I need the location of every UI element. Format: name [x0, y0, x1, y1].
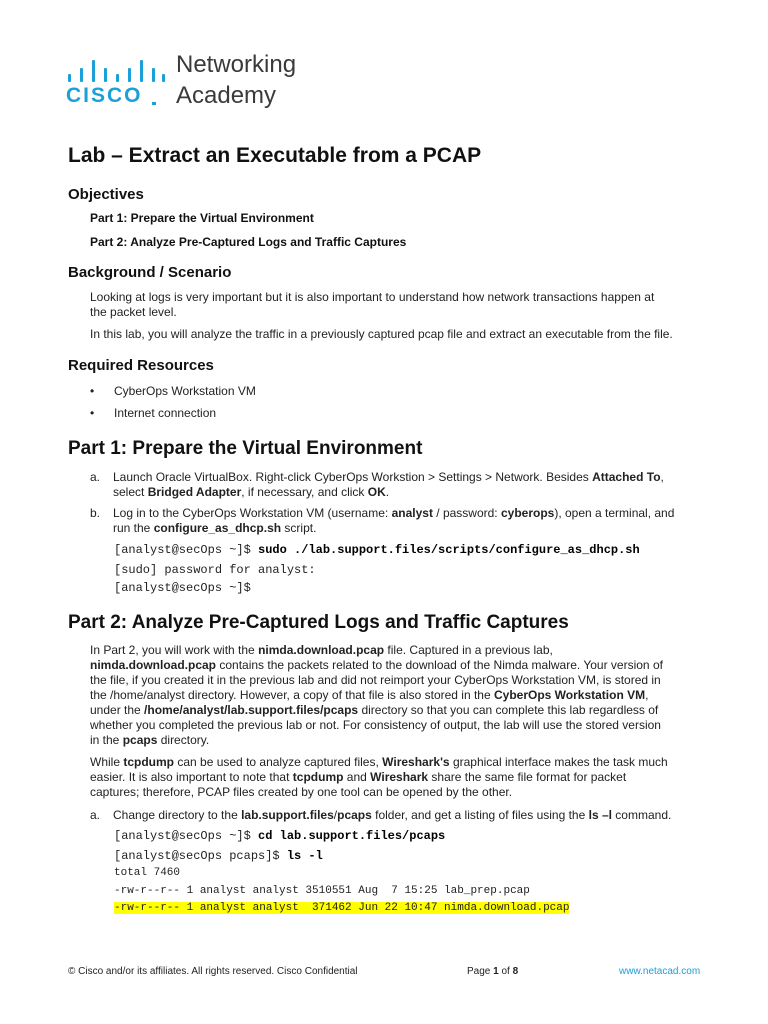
- step-marker: b.: [90, 506, 101, 520]
- resource-label: Internet connection: [114, 406, 217, 420]
- paragraph-line: the packet level.: [90, 305, 177, 319]
- footer-page-number: Page 1 of 8: [467, 966, 519, 977]
- part2-code-output-highlighted: -rw-r--r-- 1 analyst analyst 371462 Jun 22 10:47 nimda.download.pcap: [114, 902, 570, 914]
- step-text: Change directory to the lab.support.files/pcaps folder, and get a listing of files using the ls –l command.: [113, 808, 672, 822]
- resource-label: CyberOps Workstation VM: [114, 384, 256, 398]
- footer-site-link[interactable]: www.netacad.com: [619, 966, 701, 977]
- cisco-networking-academy-logo: [66, 50, 326, 112]
- logo-networking: Networking: [176, 51, 297, 78]
- part1-heading: Part 1: Prepare the Virtual Environment: [68, 438, 423, 459]
- cisco-wordmark: CISCO: [66, 84, 143, 107]
- footer-copyright: © Cisco and/or its affiliates. All rights reserved. Cisco Confidential: [68, 966, 358, 977]
- step-marker: a.: [90, 808, 101, 822]
- objectives-heading: Objectives: [68, 186, 144, 203]
- part2-heading: Part 2: Analyze Pre-Captured Logs and Traffic Captures: [68, 612, 569, 633]
- bullet-icon: •: [90, 406, 95, 420]
- logo-academy: Academy: [176, 82, 277, 109]
- part2-paragraph-2: While tcpdump can be used to analyze captured files, Wireshark's graphical interface makes the task much easier. It is also important to note that tcpdump and Wireshark share the same file format for packet captures; therefore, PCAP files created by one tool can be opened by the other.: [90, 755, 668, 799]
- resources-heading: Required Resources: [68, 357, 214, 374]
- objective-item: Part 1: Prepare the Virtual Environment: [90, 211, 314, 225]
- lab-title: Lab – Extract an Executable from a PCAP: [68, 144, 482, 167]
- background-paragraph-1: [90, 290, 710, 320]
- background-heading: Background / Scenario: [68, 264, 232, 281]
- resource-item: [90, 384, 256, 398]
- part2-code-line: [analyst@secOps ~]$ cd lab.support.files/pcaps: [114, 829, 446, 843]
- step-marker: a.: [90, 470, 101, 484]
- cisco-bars-icon: [68, 60, 166, 82]
- part2-code-line: [analyst@secOps pcaps]$ ls -l: [114, 849, 323, 863]
- part1-code-line: [analyst@secOps ~]$ sudo ./lab.support.files/scripts/configure_as_dhcp.sh: [114, 543, 640, 557]
- part2-code-output: total 7460: [114, 867, 181, 879]
- part1-code-line: [sudo] password for analyst:: [114, 563, 316, 577]
- cisco-wordmark-dot: [152, 102, 156, 105]
- objective-item: Part 2: Analyze Pre-Captured Logs and Traffic Captures: [90, 235, 407, 249]
- part2-code-output: -rw-r--r-- 1 analyst analyst 3510551 Aug 7 15:25 lab_prep.pcap: [114, 885, 530, 897]
- step-text: Launch Oracle VirtualBox. Right-click CyberOps Workstion > Settings > Network. Besides Attached To, select Bridged Adapter, if necessary, and click OK.: [113, 470, 664, 499]
- background-paragraph-2: In this lab, you will analyze the traffic in a previously captured pcap file and extract an executable from the file.: [90, 327, 673, 341]
- step-text: Log in to the CyberOps Workstation VM (username: analyst / password: cyberops), open a terminal, and run the configure_as_dhcp.sh script.: [113, 506, 675, 535]
- part1-code-line: [analyst@secOps ~]$: [114, 581, 251, 595]
- part2-paragraph-1: In Part 2, you will work with the nimda.download.pcap file. Captured in a previous lab, nimda.download.pcap contains the packets related to the download of the Nimda malware. Your version of the file, if you created it in the previous lab and did not reimport your CyberOps Workstation VM, is stored in the /home/analyst directory. However, a copy of that file is also stored in the CyberOps Workstation VM, under the /home/analyst/lab.support.files/pcaps directory so that you can complete this lab regardless of whether you completed the previous lab or not. For consistency of output, the lab will use the stored version in the pcaps directory.: [90, 643, 663, 747]
- paragraph-line: Looking at logs is very important but it is also important to understand how network transactions happen at: [90, 290, 655, 304]
- resource-item: [90, 406, 216, 420]
- bullet-icon: •: [90, 384, 95, 398]
